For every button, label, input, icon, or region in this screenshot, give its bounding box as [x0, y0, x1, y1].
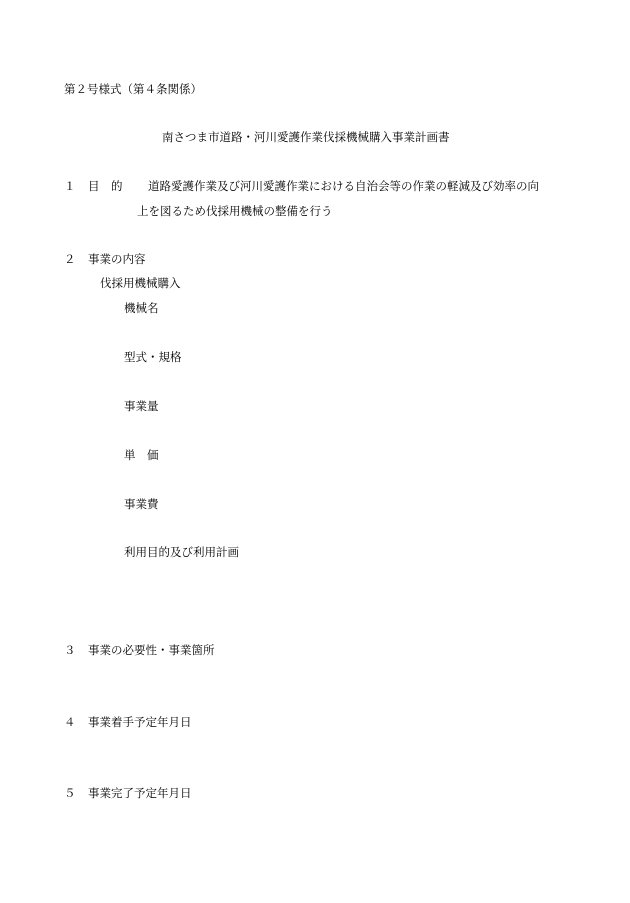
section-3-heading: 事業の必要性・事業箇所	[88, 643, 215, 657]
section-1-number: １	[64, 179, 76, 193]
section-1-text-line1: 道路愛護作業及び河川愛護作業における自治会等の作業の軽減及び効率の向	[148, 179, 539, 193]
section-5-number: ５	[64, 786, 76, 800]
section-3-number: ３	[64, 643, 76, 657]
item-quantity: 事業量	[124, 399, 159, 413]
form-label: 第２号様式（第４条関係）	[64, 82, 202, 96]
section-1-text-line2: 上を図るため伐採用機械の整備を行う	[137, 204, 333, 218]
section-5-heading: 事業完了予定年月日	[88, 786, 192, 800]
document-title: 南さつま市道路・河川愛護作業伐採機械購入事業計画書	[162, 130, 450, 144]
section-2-heading: 事業の内容	[88, 252, 146, 266]
item-machine-name: 機械名	[124, 301, 159, 315]
item-usage-plan: 利用目的及び利用計画	[124, 545, 239, 559]
item-unit-price: 単 価	[124, 448, 159, 462]
section-4-number: ４	[64, 715, 76, 729]
section-2-subheading: 伐採用機械購入	[100, 276, 181, 290]
section-2-number: ２	[64, 252, 76, 266]
item-model-spec: 型式・規格	[124, 350, 182, 364]
item-project-cost: 事業費	[124, 497, 159, 511]
section-4-heading: 事業着手予定年月日	[88, 715, 192, 729]
section-1-heading: 目 的	[88, 179, 123, 193]
